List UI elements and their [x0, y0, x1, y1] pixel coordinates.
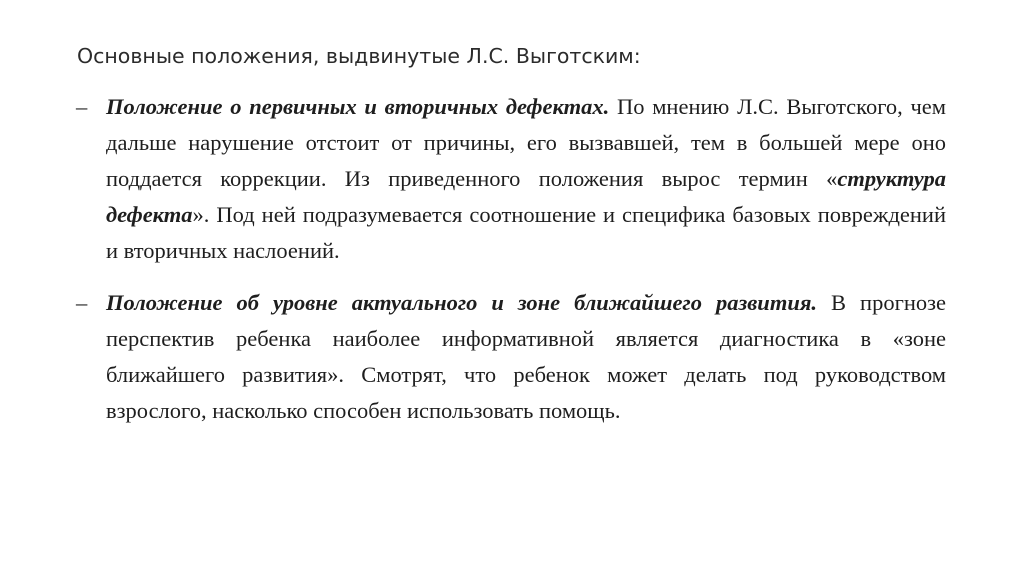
item-heading: Положение об уровне актуального и зоне ближайшего развития.	[106, 290, 818, 315]
item-text-continued: ». Под ней подразумевается соотношение и специфика базовых повреждений и вторичных наслоений.	[106, 202, 946, 263]
bullet-dash: –	[76, 94, 88, 119]
bullet-dash: –	[76, 290, 88, 315]
list-item-zone-of-proximal-development	[76, 285, 946, 429]
term-defect-structure: структура дефекта	[106, 166, 946, 227]
item-text: В прогнозе перспектив ребенка наиболее информативной является диагностика в «зоне ближайшего развития». Смотрят, что ребенок может делать под руководством взрослого, насколько способен использовать помощь.	[106, 290, 946, 423]
item-heading: Положение о первичных и вторичных дефектах.	[106, 94, 610, 119]
list-item-primary-secondary-defects	[76, 89, 947, 269]
item-text: По мнению Л.С. Выготского, чем дальше нарушение отстоит от причины, его вызвавшей, тем в большей мере оно поддается коррекции. Из приведенного положения вырос термин «	[106, 94, 947, 191]
slide-title: Основные положения, выдвинутые Л.С. Выготским:	[77, 44, 641, 68]
